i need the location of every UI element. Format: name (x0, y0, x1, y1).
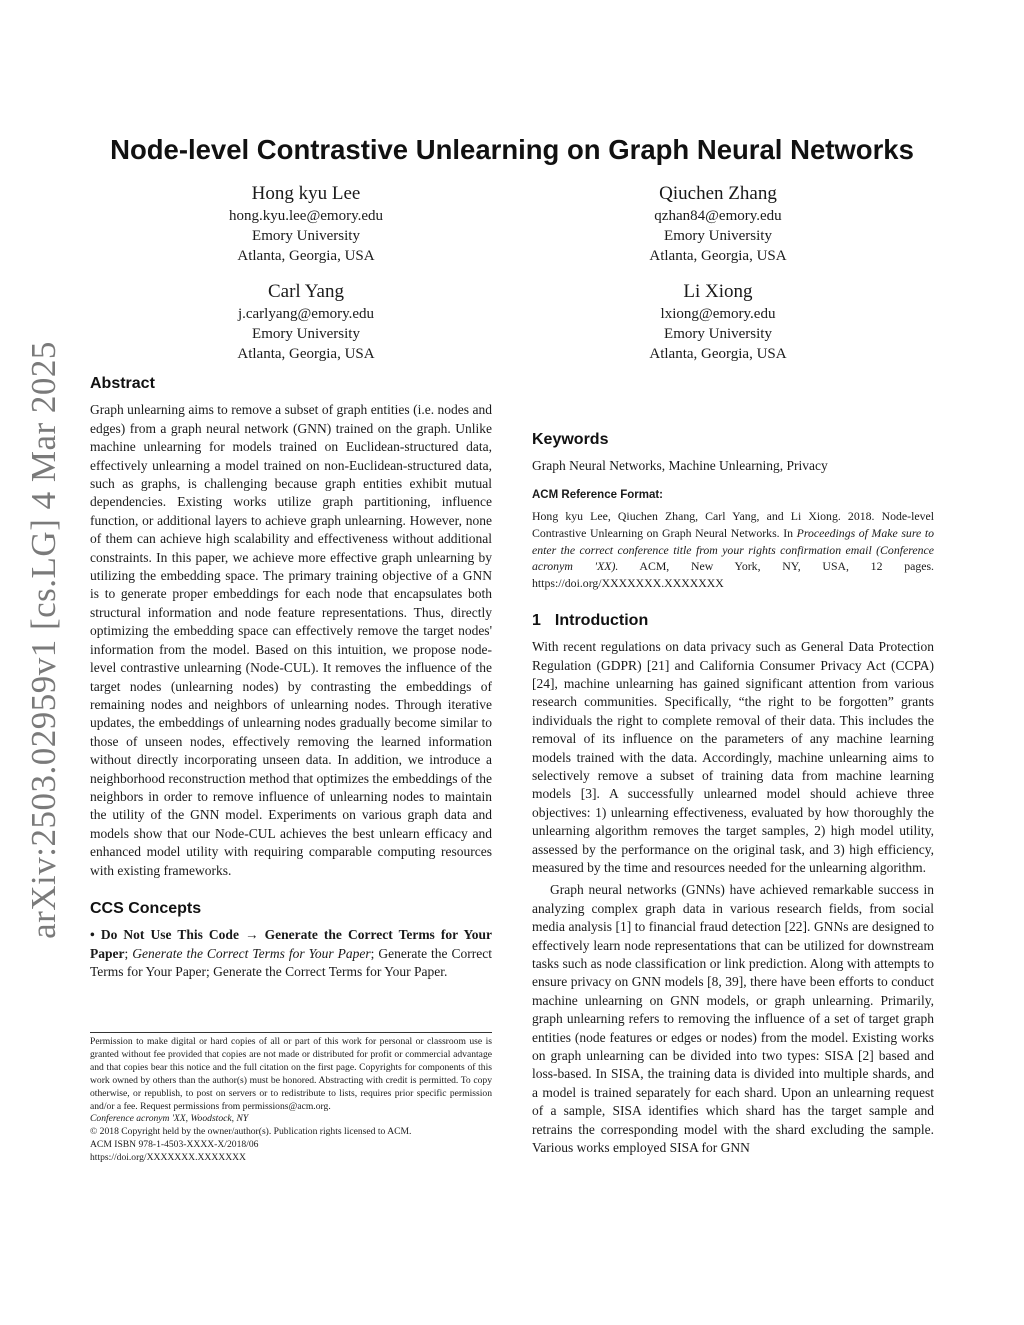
introduction-heading (532, 612, 934, 630)
doi-line: https://doi.org/XXXXXXX.XXXXXXX (90, 1152, 246, 1164)
author-block (156, 182, 456, 266)
author-name: Hong kyu Lee (251, 183, 361, 204)
acm-reference-heading: ACM Reference Format: (532, 488, 663, 501)
author-location: Atlanta, Georgia, USA (237, 248, 375, 264)
permission-text: Permission to make digital or hard copies of all or part of this work for personal or classroom use is granted without fee provided that copies are not made or distributed for profit or commercial advantage and that copies bear this notice and the full citation on the first page. Copyrights for components of this work owned by others than the author(s) must be honored. Abstracting with credit is permitted. To copy otherwise, or republish, to post on servers or to redistribute to lists, requires prior specific permission and/or a fee. Request permissions from permissions@acm.org. (90, 1036, 492, 1112)
ccs-sep: ; (370, 945, 379, 961)
author-name: Qiuchen Zhang (659, 183, 777, 204)
acm-reference-part: Hong kyu Lee, Qiuchen Zhang, Carl Yang, and Li Xiong. 2018. Node-level Contrastive Unlearning on Graph Neural Networks. In (532, 509, 934, 540)
author-affiliation: Emory University (664, 326, 772, 342)
intro-paragraph: Graph neural networks (GNNs) have achieved remarkable success in analyzing complex graph data in various research fields, from social media analysis [1] to financial fraud detection [22]. GNNs are designed to effectively learn node representations that can be utilized for downstream tasks such as node classification or link prediction. Along with attempts to ensure privacy on GNN models [8, 39], there have been efforts to conduct machine unlearning on GNN models, or graph unlearning. Primarily, graph unlearning refers to removing the influence of a set of target graph entities (node features or edges or nodes) from the model. Existing works on graph unlearning can be divided into two types: SISA [2] based and loss-based. In SISA, the training data is divided into multiple shards, and a model is trained separately for each shard. Upon an unlearning request of a sample, SISA identifies which shard has the target sample and retrains the corresponding model with the shard excluding the sample. Various works employed SISA for GNN (532, 882, 934, 1156)
author-location: Atlanta, Georgia, USA (649, 248, 787, 264)
author-affiliation: Emory University (252, 228, 360, 244)
left-column (90, 375, 492, 982)
copyright-footnote (90, 1032, 492, 1165)
section-number: 1 (532, 611, 541, 629)
author-location: Atlanta, Georgia, USA (237, 346, 375, 362)
arxiv-sidebar-stamp: arXiv:2503.02959v1 [cs.LG] 4 Mar 2025 (24, 341, 63, 939)
paper-title: Node-level Contrastive Unlearning on Graph Neural Networks (110, 134, 914, 165)
intro-paragraph: With recent regulations on data privacy such as General Data Protection Regulation (GDPR) [21] and California Consumer Privacy Act (CCPA) [24], machine unlearning has gained significant attention from various research communities. Specifically, “the right to be forgotten” grants individuals the right to complete removal of their data. This includes the removal of its influence on the parameters of any machine learning models trained with the data. Accordingly, machine unlearning aims to selectively remove a subset of training data from machine learning models [3]. A successfully unlearned model should achieve three objectives: 1) unlearning effectiveness, evaluated by how thoroughly the unlearning algorithm removes the target samples, 2) high model utility, assessed by the performance on the original task, and 3) high efficiency, measured by the time and resources needed for the unlearning algorithm. (532, 639, 934, 876)
ccs-bold: • Do Not Use This Code → Generate the Correct Terms for Your Paper (90, 927, 492, 961)
author-block (156, 280, 456, 364)
author-email: qzhan84@emory.edu (654, 208, 782, 224)
author-block (568, 182, 868, 266)
ccs-text (90, 926, 492, 981)
author-block (568, 280, 868, 364)
author-affiliation: Emory University (664, 228, 772, 244)
keywords-text: Graph Neural Networks, Machine Unlearning, Privacy (532, 458, 828, 474)
acm-reference-part: ACM, New York, NY, USA, 12 pages. https://doi.org/XXXXXXX.XXXXXXX (532, 559, 934, 591)
author-name: Li Xiong (683, 281, 753, 302)
conference-line: Conference acronym 'XX, Woodstock, NY (90, 1113, 249, 1125)
acm-reference-italic: Proceedings of Make sure to enter the correct conference title from your rights confirmation email (Conference acronym 'XX). (532, 525, 934, 574)
author-location: Atlanta, Georgia, USA (649, 346, 787, 362)
section-title: Introduction (554, 611, 649, 629)
author-email: j.carlyang@emory.edu (237, 306, 375, 322)
author-affiliation: Emory University (252, 326, 360, 342)
ccs-rest: Generate the Correct Terms for Your Paper; Generate the Correct Terms for Your Paper. (90, 945, 492, 980)
keywords-heading: Keywords (532, 431, 609, 448)
isbn-line: ACM ISBN 978-1-4503-XXXX-X/2018/06 (90, 1139, 259, 1151)
author-email: hong.kyu.lee@emory.edu (228, 208, 384, 224)
abstract-text: Graph unlearning aims to remove a subset of graph entities (i.e. nodes and edges) from a graph neural network (GNN) trained on the graph. Unlike machine unlearning for models trained on Euclidean-structured data, effectively unlearning a model trained on non-Euclidean-structured data, such as graphs, is challenging because graph entities exhibit mutual dependencies. Existing works utilize graph partitioning, influence function, or additional layers to achieve graph unlearning. However, none of them can achieve high scalability and effectiveness without additional constraints. In this paper, we achieve more effective graph unlearning by utilizing the embedding space. The primary training objective of a GNN is to generate proper embeddings for each node that encapsulates both structural information and node feature representations. Thus, directly optimizing the embedding space can effectively remove the target nodes' information from the model. Based on this intuition, we propose node-level contrastive unlearning (Node-CUL). It removes the influence of the target nodes (unlearning nodes) by contrasting the embeddings of remaining nodes and neighbors of unlearning nodes. Through iterative updates, the embeddings of unlearning nodes gradually become similar to those of unseen nodes, effectively removing the learned information without directly incorporating unseen data. In addition, we introduce a neighborhood reconstruction method that optimizes the embeddings of the neighbors in order to remove influence of unlearning nodes to maintain the utility of the GNN model. Experiments on various graph data and models show that our Node-CUL achieves the best unlearn efficacy and enhanced model utility with requiring comparable computing resources with existing frameworks. (90, 402, 492, 878)
ccs-sep: ; (124, 945, 133, 961)
right-column (532, 431, 934, 1158)
copyright-line: © 2018 Copyright held by the owner/author(s). Publication rights licensed to ACM. (90, 1126, 412, 1138)
author-name: Carl Yang (267, 281, 344, 302)
ccs-heading: CCS Concepts (90, 899, 202, 917)
acm-reference-text (532, 508, 934, 592)
ccs-italic: Generate the Correct Terms for Your Paper (132, 945, 371, 961)
abstract-heading: Abstract (90, 375, 155, 392)
author-email: lxiong@emory.edu (660, 306, 776, 322)
